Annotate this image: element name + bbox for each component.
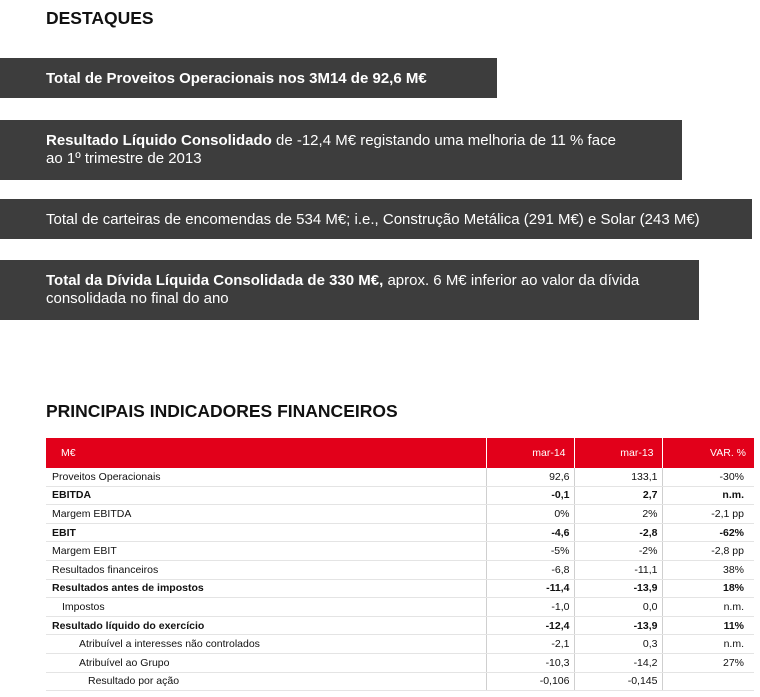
row-value-var: 11%	[662, 616, 754, 635]
row-label: Resultado por ação	[46, 672, 486, 691]
highlight-net-result-rest: de -12,4 M€ registando uma melhoria de 11 % face	[271, 132, 616, 149]
table-row	[46, 523, 754, 542]
highlight-box-net-debt	[0, 260, 699, 320]
row-value-mar-13: 0,0	[574, 598, 662, 617]
row-value-var: -2,1 pp	[662, 505, 754, 524]
column-header-var: VAR. %	[662, 438, 754, 468]
table-row	[46, 635, 754, 654]
row-value-mar-13: -2%	[574, 542, 662, 561]
highlight-box-net-result	[0, 120, 682, 180]
row-label: Margem EBIT	[46, 542, 486, 561]
table-row	[46, 468, 754, 486]
row-value-mar-14: -2,1	[486, 635, 574, 654]
column-header-mar-14: mar-14	[486, 438, 574, 468]
row-value-var: 38%	[662, 560, 754, 579]
highlight-box-order-book	[0, 199, 752, 239]
row-value-mar-14: -5%	[486, 542, 574, 561]
row-value-mar-14: 0%	[486, 505, 574, 524]
table-row	[46, 598, 754, 617]
highlight-net-result-line2: ao 1º trimestre de 2013	[46, 150, 202, 167]
row-label: Resultados financeiros	[46, 560, 486, 579]
row-value-mar-14: -11,4	[486, 579, 574, 598]
table-row	[46, 616, 754, 635]
row-value-var	[662, 672, 754, 691]
row-value-mar-13: -2,8	[574, 523, 662, 542]
table-row	[46, 560, 754, 579]
row-label: Atribuível a interesses não controlados	[46, 635, 486, 654]
table-row	[46, 579, 754, 598]
row-value-var: 18%	[662, 579, 754, 598]
row-value-mar-14: -6,8	[486, 560, 574, 579]
highlight-net-debt-rest: aprox. 6 M€ inferior ao valor da dívida	[383, 272, 640, 289]
row-value-mar-13: -11,1	[574, 560, 662, 579]
row-label: Resultados antes de impostos	[46, 579, 486, 598]
row-value-mar-13: 2%	[574, 505, 662, 524]
row-value-mar-13: 0,3	[574, 635, 662, 654]
row-label: EBITDA	[46, 486, 486, 505]
indicators-heading: PRINCIPAIS INDICADORES FINANCEIROS	[46, 401, 398, 421]
row-value-var: 27%	[662, 653, 754, 672]
row-value-var: -2,8 pp	[662, 542, 754, 561]
row-value-mar-13: -13,9	[574, 616, 662, 635]
row-value-mar-14: 92,6	[486, 468, 574, 486]
highlight-net-debt-line2: consolidada no final do ano	[46, 290, 229, 307]
row-label: Resultado líquido do exercício	[46, 616, 486, 635]
highlight-order-book-text: Total de carteiras de encomendas de 534 M€; i.e., Construção Metálica (291 M€) e Solar (243 M€)	[46, 211, 700, 228]
column-header-mar-13: mar-13	[574, 438, 662, 468]
row-value-mar-13: 2,7	[574, 486, 662, 505]
highlight-box-revenue	[0, 58, 497, 98]
row-value-var: -30%	[662, 468, 754, 486]
table-row	[46, 672, 754, 691]
row-value-var: -62%	[662, 523, 754, 542]
row-label: Margem EBITDA	[46, 505, 486, 524]
row-value-var: n.m.	[662, 486, 754, 505]
highlight-net-debt-bold: Total da Dívida Líquida Consolidada de 330 M€,	[46, 272, 384, 289]
row-value-mar-14: -0,106	[486, 672, 574, 691]
highlight-net-result-bold: Resultado Líquido Consolidado	[46, 132, 272, 149]
row-value-mar-14: -4,6	[486, 523, 574, 542]
row-label: Impostos	[46, 598, 486, 617]
table-row	[46, 505, 754, 524]
row-value-mar-13: -0,145	[574, 672, 662, 691]
row-label: Atribuível ao Grupo	[46, 653, 486, 672]
highlight-revenue-text: Total de Proveitos Operacionais nos 3M14 de 92,6 M€	[46, 70, 427, 87]
row-value-var: n.m.	[662, 635, 754, 654]
highlights-heading: DESTAQUES	[46, 8, 154, 28]
row-value-mar-13: 133,1	[574, 468, 662, 486]
row-value-mar-14: -10,3	[486, 653, 574, 672]
row-value-mar-14: -0,1	[486, 486, 574, 505]
row-value-mar-14: -12,4	[486, 616, 574, 635]
row-value-var: n.m.	[662, 598, 754, 617]
financial-indicators-table	[46, 438, 754, 691]
row-value-mar-14: -1,0	[486, 598, 574, 617]
table-row	[46, 653, 754, 672]
table-header-row	[46, 438, 754, 468]
row-value-mar-13: -14,2	[574, 653, 662, 672]
table-row	[46, 542, 754, 561]
row-label: EBIT	[46, 523, 486, 542]
table-row	[46, 486, 754, 505]
row-label: Proveitos Operacionais	[46, 468, 486, 486]
column-header-unit: M€	[61, 447, 76, 459]
row-value-mar-13: -13,9	[574, 579, 662, 598]
